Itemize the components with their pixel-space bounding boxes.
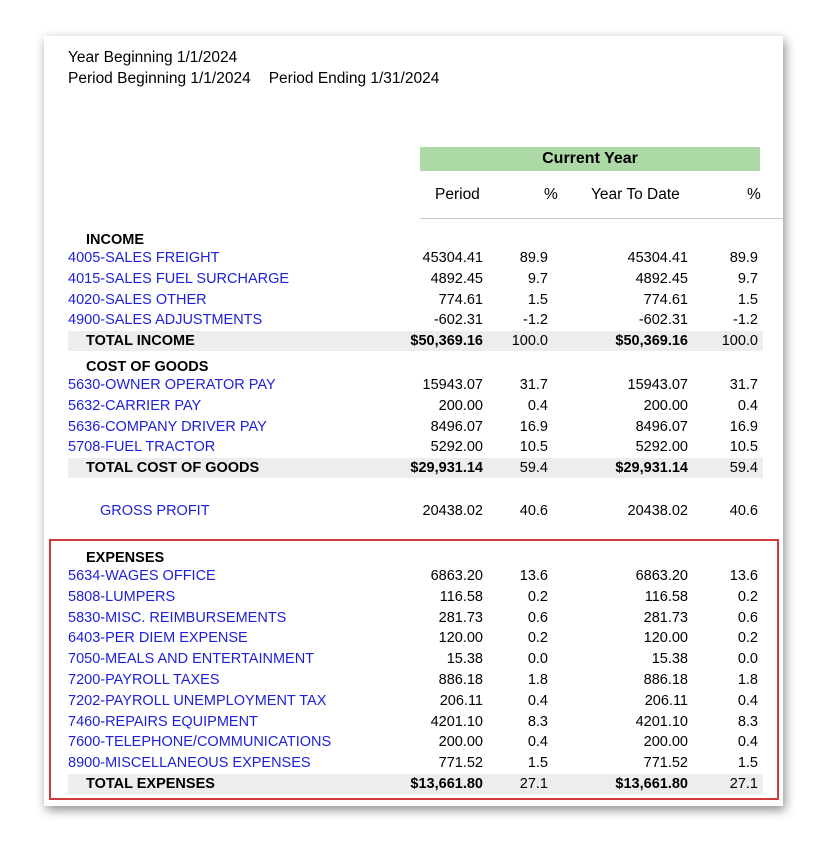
expenses-section-title-label: EXPENSES — [86, 550, 165, 566]
account-row-pct: 0.2 — [527, 630, 548, 647]
account-row-ytd: 774.61 — [643, 291, 688, 308]
period-range — [68, 70, 439, 88]
period-beginning: Period Beginning 1/1/2024 — [68, 70, 251, 87]
account-row-ytd-pct: 31.7 — [729, 377, 758, 393]
account-row-period: 120.00 — [438, 630, 483, 647]
expenses-highlight-box — [49, 539, 779, 800]
account-row-label: 5634-WAGES OFFICE — [68, 568, 216, 584]
account-row-ytd-pct: 1.5 — [737, 755, 758, 772]
account-row-ytd: 281.73 — [643, 609, 688, 626]
account-row-pct: 8.3 — [527, 713, 548, 730]
gross-profit-row-label: GROSS PROFIT — [100, 503, 210, 519]
account-row-ytd-pct: 1.5 — [737, 291, 758, 308]
account-row-label: 5636-COMPANY DRIVER PAY — [68, 418, 267, 435]
account-row-ytd-pct: 0.0 — [737, 651, 758, 668]
account-row-pct: 0.2 — [527, 588, 548, 605]
account-row-pct: 0.4 — [527, 734, 548, 751]
account-row-period: 281.73 — [438, 609, 483, 626]
account-row-period: 4201.10 — [430, 713, 483, 730]
account-row-ytd: 15943.07 — [627, 377, 688, 393]
expenses-total-row-label: TOTAL EXPENSES — [86, 776, 215, 792]
gross-profit-row-ytd-pct: 40.6 — [729, 503, 758, 519]
account-row-period: 774.61 — [438, 291, 483, 308]
cogs-total-row — [68, 458, 763, 478]
account-row-pct: 13.6 — [519, 568, 548, 584]
column-ytd-pct: % — [747, 186, 761, 203]
account-row-pct: 0.4 — [527, 397, 548, 414]
account-row-label: 5632-CARRIER PAY — [68, 397, 202, 414]
account-row-period: 886.18 — [438, 672, 483, 688]
account-row-period: 771.52 — [438, 755, 483, 772]
gross-profit-row-period: 20438.02 — [422, 503, 483, 519]
account-row-label: 7050-MEALS AND ENTERTAINMENT — [68, 651, 315, 668]
account-row-pct: 0.4 — [527, 692, 548, 709]
account-row-ytd: 120.00 — [643, 630, 688, 647]
account-row-pct: 10.5 — [519, 439, 548, 456]
account-row-label: 4020-SALES OTHER — [68, 291, 207, 308]
account-row-ytd: 200.00 — [643, 734, 688, 751]
account-row-ytd: 116.58 — [644, 588, 688, 605]
account-row-ytd-pct: 0.4 — [737, 692, 758, 709]
account-row-ytd-pct: 0.6 — [737, 609, 758, 626]
account-row-pct: 1.8 — [527, 672, 548, 688]
account-row-ytd-pct: 89.9 — [729, 250, 758, 266]
column-year-to-date: Year To Date — [591, 186, 680, 203]
account-row-ytd: 200.00 — [643, 397, 688, 414]
account-row-pct: 31.7 — [519, 377, 548, 393]
account-row-pct: 9.7 — [527, 270, 548, 287]
column-period: Period — [435, 186, 480, 203]
account-row-ytd: 4892.45 — [635, 270, 688, 287]
income-total-row-ytd-pct: 100.0 — [721, 333, 758, 350]
account-row-label: 5630-OWNER OPERATOR PAY — [68, 377, 276, 393]
gross-profit-row-ytd: 20438.02 — [627, 503, 688, 519]
account-row-ytd: 5292.00 — [635, 439, 688, 456]
account-row — [68, 396, 763, 416]
account-row-label: 8900-MISCELLANEOUS EXPENSES — [68, 755, 311, 772]
account-row-ytd-pct: 9.7 — [737, 270, 758, 287]
account-row — [68, 290, 763, 310]
account-row-label: 5708-FUEL TRACTOR — [68, 439, 216, 456]
account-row-label: 7202-PAYROLL UNEMPLOYMENT TAX — [68, 692, 327, 709]
account-row-ytd: 45304.41 — [627, 250, 688, 266]
account-row-ytd-pct: 16.9 — [729, 418, 758, 435]
account-row — [68, 437, 763, 457]
account-row-label: 6403-PER DIEM EXPENSE — [68, 630, 248, 647]
expenses-total-row-ytd-pct: 27.1 — [729, 776, 758, 792]
income-total-row-period: $50,369.16 — [410, 333, 483, 350]
account-row-label: 5830-MISC. REIMBURSEMENTS — [68, 609, 287, 626]
account-row-period: 15943.07 — [422, 377, 483, 393]
account-row-ytd: 6863.20 — [635, 568, 688, 584]
income-statement-report — [44, 36, 783, 806]
account-row-label: 4900-SALES ADJUSTMENTS — [68, 312, 263, 329]
account-row-period: 116.58 — [439, 588, 483, 605]
account-row-pct: 89.9 — [519, 250, 548, 266]
account-row-ytd: 206.11 — [644, 692, 688, 709]
header-divider — [420, 218, 783, 219]
account-row-period: 200.00 — [438, 734, 483, 751]
account-row-ytd: 8496.07 — [635, 418, 688, 435]
account-row-ytd: 886.18 — [643, 672, 688, 688]
account-row-label: 5808-LUMPERS — [68, 588, 176, 605]
column-pct: % — [544, 186, 558, 203]
account-row-ytd: 4201.10 — [635, 713, 688, 730]
account-row-ytd: 15.38 — [651, 651, 688, 668]
account-row-ytd-pct: 0.4 — [737, 734, 758, 751]
account-row-label: 4015-SALES FUEL SURCHARGE — [68, 270, 290, 287]
account-row-ytd-pct: 13.6 — [729, 568, 758, 584]
account-row-pct: 0.6 — [527, 609, 548, 626]
account-row-period: 45304.41 — [422, 250, 483, 266]
account-row-label: 7200-PAYROLL TAXES — [68, 672, 220, 688]
expenses-total-row-pct: 27.1 — [519, 776, 548, 792]
account-row-period: 206.11 — [439, 692, 483, 709]
current-year-header: Current Year — [420, 147, 760, 171]
account-row-pct: 0.0 — [527, 651, 548, 668]
income-total-row-pct: 100.0 — [511, 333, 548, 350]
income-section-title-label: INCOME — [86, 232, 144, 248]
account-row-ytd: 771.52 — [643, 755, 688, 772]
account-row-label: 7460-REPAIRS EQUIPMENT — [68, 713, 258, 730]
account-row — [68, 269, 763, 289]
cogs-section-title-label: COST OF GOODS — [86, 359, 209, 375]
account-row-ytd-pct: 0.4 — [737, 397, 758, 414]
year-beginning: Year Beginning 1/1/2024 — [68, 49, 238, 66]
cogs-total-row-period: $29,931.14 — [410, 460, 483, 477]
account-row-pct: 16.9 — [519, 418, 548, 435]
account-row-period: 15.38 — [446, 651, 483, 668]
account-row-pct: -1.2 — [523, 312, 548, 329]
income-total-row-label: TOTAL INCOME — [86, 333, 195, 350]
account-row-period: -602.31 — [433, 312, 483, 329]
income-total-row-ytd: $50,369.16 — [615, 333, 688, 350]
cogs-total-row-pct: 59.4 — [519, 460, 548, 477]
account-row-ytd-pct: 8.3 — [737, 713, 758, 730]
period-ending: Period Ending 1/31/2024 — [268, 70, 440, 87]
expenses-total-row-period: $13,661.80 — [410, 776, 483, 792]
account-row-ytd-pct: 10.5 — [729, 439, 758, 456]
account-row-label: 4005-SALES FREIGHT — [68, 250, 220, 266]
cogs-total-row-ytd-pct: 59.4 — [729, 460, 758, 477]
account-row — [68, 310, 763, 330]
account-row-ytd-pct: 0.2 — [737, 630, 758, 647]
account-row-ytd-pct: 1.8 — [737, 672, 758, 688]
cogs-section-title — [68, 357, 763, 377]
account-row-period: 4892.45 — [430, 270, 483, 287]
account-row-period: 6863.20 — [430, 568, 483, 584]
account-row-ytd: -602.31 — [638, 312, 688, 329]
income-section-title — [68, 230, 763, 250]
gross-profit-row-pct: 40.6 — [519, 503, 548, 519]
cogs-total-row-label: TOTAL COST OF GOODS — [86, 460, 260, 477]
account-row-pct: 1.5 — [527, 755, 548, 772]
account-row — [68, 375, 763, 395]
account-row-ytd-pct: -1.2 — [733, 312, 758, 329]
account-row — [68, 417, 763, 437]
account-row-ytd-pct: 0.2 — [737, 588, 758, 605]
account-row-label: 7600-TELEPHONE/COMMUNICATIONS — [68, 734, 332, 751]
cogs-total-row-ytd: $29,931.14 — [615, 460, 688, 477]
account-row-pct: 1.5 — [527, 291, 548, 308]
gross-profit-row — [68, 501, 763, 521]
expenses-total-row-ytd: $13,661.80 — [615, 776, 688, 792]
account-row — [68, 248, 763, 268]
account-row-period: 8496.07 — [430, 418, 483, 435]
account-row-period: 200.00 — [438, 397, 483, 414]
account-row-period: 5292.00 — [430, 439, 483, 456]
income-total-row — [68, 331, 763, 351]
